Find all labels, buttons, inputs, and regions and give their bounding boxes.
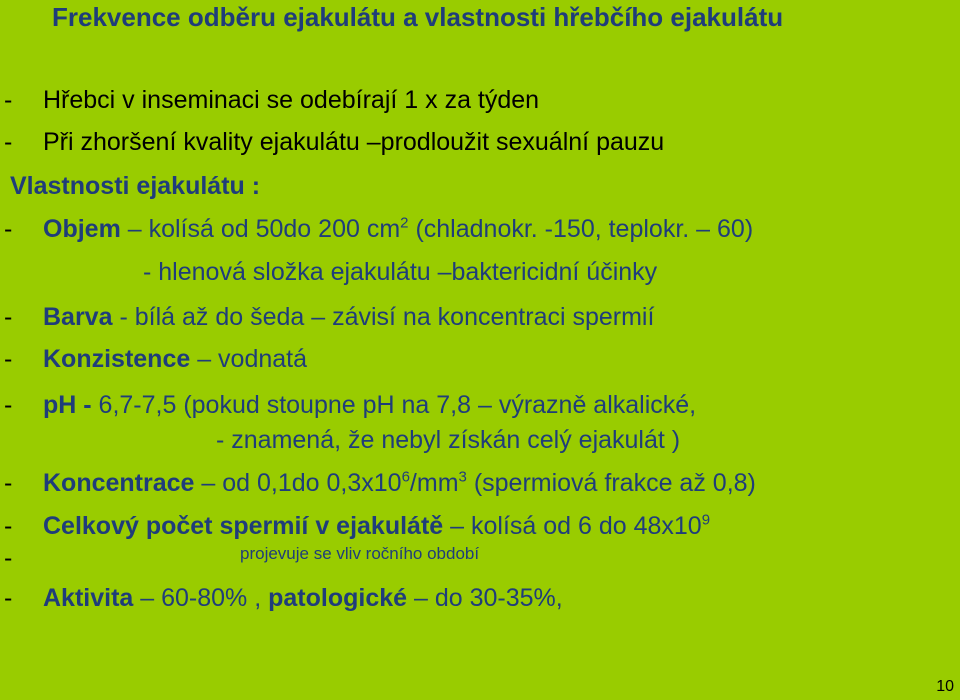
objem-rest-a: – kolísá od 50do 200 cm (120, 215, 401, 243)
koncentrace-rest-b: /mm (409, 469, 459, 497)
aktivita-label: Aktivita (43, 584, 134, 612)
line-text: Hřebci v inseminaci se odebírají 1 x za týden (43, 86, 540, 114)
line-text: Při zhoršení kvality ejakulátu –prodloužit sexuální pauzu (43, 128, 665, 156)
objem-label: Objem (43, 215, 121, 243)
koncentrace-rest-a: – od 0,1do 0,3x10 (194, 469, 402, 497)
koncentrace-label: Koncentrace (43, 469, 195, 497)
bullet-dash: - (4, 128, 13, 156)
objem-text (43, 213, 753, 245)
konzistence-rest: – vodnatá (190, 345, 308, 373)
ph-cont-text: - znamená, že nebyl získán celý ejakulát ) (216, 426, 681, 454)
konzistence-label: Konzistence (43, 345, 191, 373)
section-heading: Vlastnosti ejakulátu : (10, 172, 261, 200)
bullet-dash: - (4, 469, 13, 497)
koncentrace-text (43, 467, 756, 499)
barva-text (43, 301, 654, 333)
bullet-dash: - (4, 86, 13, 114)
bullet-dash: - (4, 215, 13, 243)
barva-label: Barva (43, 303, 113, 331)
slide-title: Frekvence odběru ejakulátu a vlastnosti hřebčího ejakulátu (52, 2, 784, 32)
celkovy-label: Celkový počet spermií v ejakulátě (43, 512, 444, 540)
ph-label: pH - (43, 391, 99, 419)
objem-rest-b: (chladnokr. -150, teplokr. – 60) (408, 215, 754, 243)
bullet-dash: - (4, 303, 13, 331)
barva-rest: - bílá až do šeda – závisí na koncentraci spermií (112, 303, 655, 331)
objem-sup: 2 (400, 214, 409, 232)
koncentrace-rest-c: (spermiová frakce až 0,8) (466, 469, 756, 497)
projevuje-text: projevuje se vliv ročního období (240, 544, 480, 563)
ph-rest: 6,7-7,5 (pokud stoupne pH na 7,8 – výrazně alkalické, (98, 391, 697, 419)
hlenova-text: - hlenová složka ejakulátu –baktericidní účinky (143, 258, 658, 286)
aktivita-rest-b: – do 30-35%, (407, 584, 563, 612)
bullet-dash: - (4, 391, 13, 419)
koncentrace-sup1: 6 (401, 468, 410, 486)
konzistence-text (43, 343, 307, 375)
aktivita-text (43, 582, 563, 614)
aktivita-rest-a: – 60-80% , (133, 584, 269, 612)
celkovy-rest: – kolísá od 6 do 48x10 (443, 512, 702, 540)
celkovy-sup: 9 (701, 511, 711, 529)
koncentrace-sup2: 3 (458, 468, 467, 486)
bullet-dash: - (4, 512, 13, 540)
ph-text (43, 389, 696, 421)
page-number: 10 (936, 678, 954, 695)
patologicke-label: patologické (268, 584, 408, 612)
bullet-dash: - (4, 544, 13, 572)
bullet-dash: - (4, 345, 13, 373)
bullet-dash: - (4, 584, 13, 612)
